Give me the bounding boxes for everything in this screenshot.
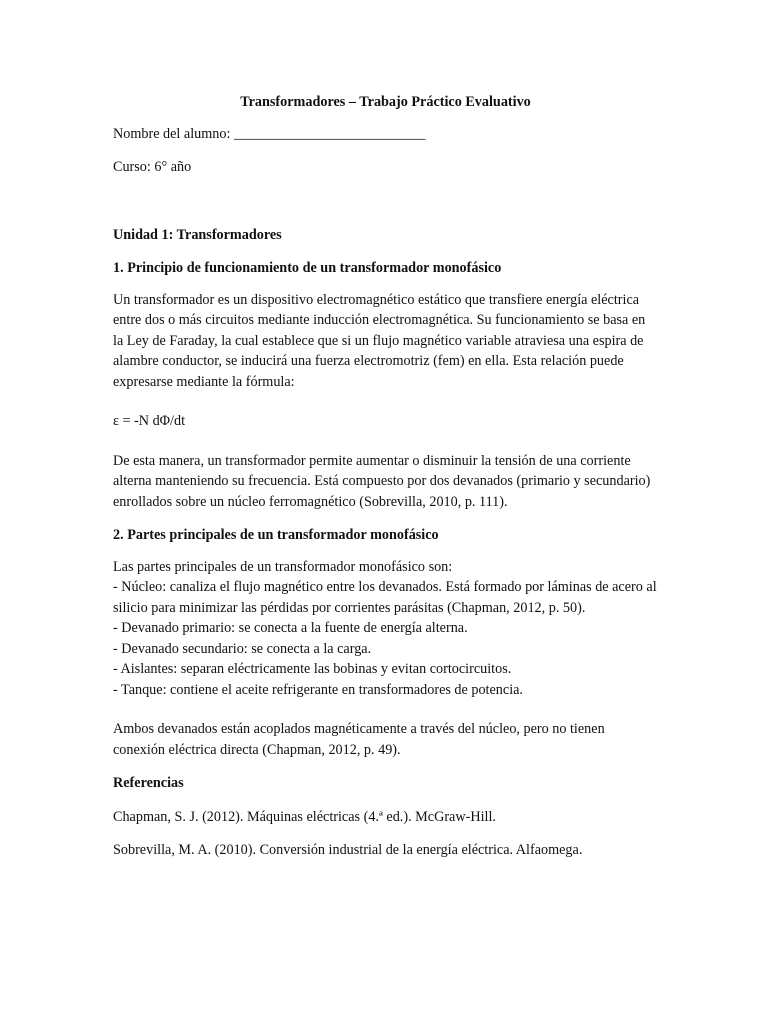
section-1-paragraph: Un transformador es un dispositivo electromagnético estático que transfiere energía eléctrica entre dos o más circuitos mediante inducción electromagnética. Su funcionamiento se basa en la Ley de Faraday, la cual establece que si un flujo magnético variable atraviesa una espira de alambre conductor, se inducirá una fuerza electromotriz (fem) en ella. Esta relación puede expresarse mediante la fórmula: xyxy=(113,291,646,390)
student-name-line: Nombre del alumno: ___________________________ xyxy=(113,125,426,142)
course-line: Curso: 6° año xyxy=(113,159,192,175)
list-item: - Devanado primario: se conecta a la fuente de energía alterna. xyxy=(113,620,468,636)
section-2-closing: Ambos devanados están acoplados magnéticamente a través del núcleo, pero no tienen conexión eléctrica directa (Chapman, 2012, p. 49). xyxy=(113,721,605,758)
parts-list xyxy=(113,577,658,700)
document-title: Transformadores – Trabajo Práctico Evaluativo xyxy=(240,94,531,110)
section-2-heading: 2. Partes principales de un transformador monofásico xyxy=(113,527,439,543)
list-item: - Devanado secundario: se conecta a la carga. xyxy=(113,640,372,657)
reference-item: Chapman, S. J. (2012). Máquinas eléctricas (4.ª ed.). McGraw-Hill. xyxy=(113,808,496,825)
unit-heading: Unidad 1: Transformadores xyxy=(113,226,282,243)
list-item: - Aislantes: separan eléctricamente las bobinas y evitan cortocircuitos. xyxy=(113,661,512,677)
section-2-intro: Las partes principales de un transformador monofásico son: xyxy=(113,558,453,575)
list-item: - Tanque: contiene el aceite refrigerante en transformadores de potencia. xyxy=(113,681,523,698)
document-page xyxy=(113,92,658,874)
references-heading: Referencias xyxy=(113,775,184,791)
section-1-paragraph-2: De esta manera, un transformador permite aumentar o disminuir la tensión de una corriente alterna manteniendo su frecuencia. Está compuesto por dos devanados (primario y secundario) enrollados sobre un núcleo ferromagnético (Sobrevilla, 2010, p. 111). xyxy=(113,452,651,510)
section-1-heading: 1. Principio de funcionamiento de un transformador monofásico xyxy=(113,260,502,276)
faraday-formula: ε = -N dΦ/dt xyxy=(113,413,186,429)
list-item: - Núcleo: canaliza el flujo magnético entre los devanados. Está formado por láminas de acero al silicio para minimizar las pérdidas por corrientes parásitas (Chapman, 2012, p. 50). xyxy=(113,579,657,616)
reference-item: Sobrevilla, M. A. (2010). Conversión industrial de la energía eléctrica. Alfaomega. xyxy=(113,842,583,858)
